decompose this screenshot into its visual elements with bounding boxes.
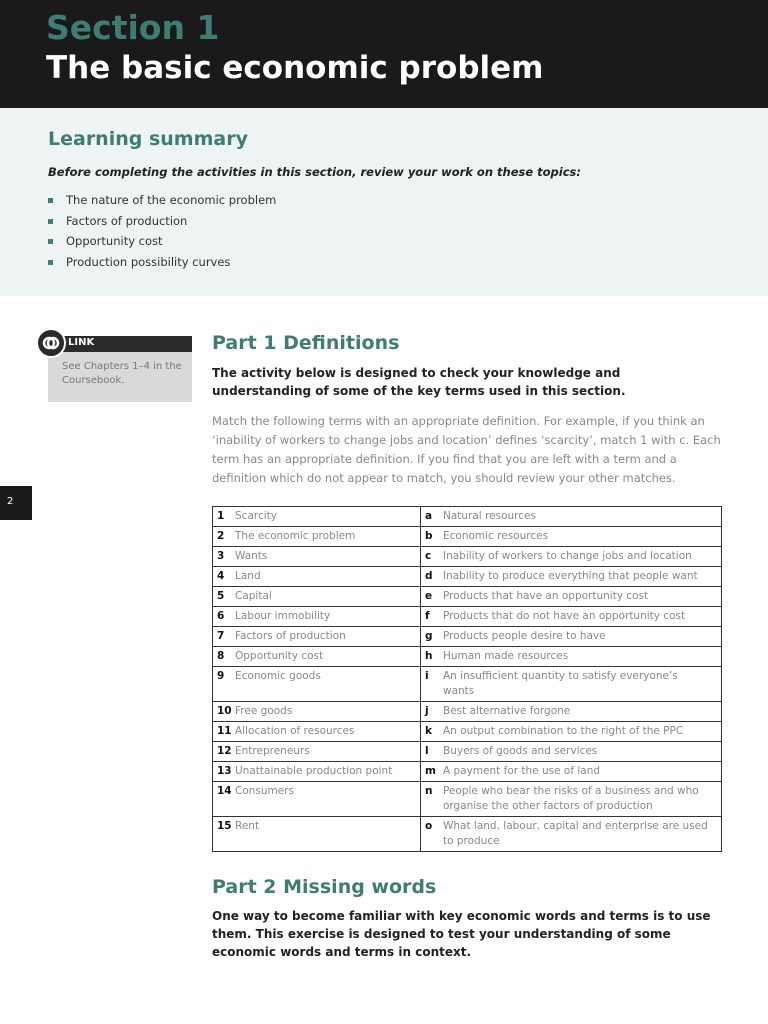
definition-cell [421,762,722,782]
part2-title: Part 2 Missing words [212,876,437,898]
term-number: 12 [217,745,232,757]
definition-text: Buyers of goods and services [443,745,598,757]
definition-cell [421,647,722,667]
term-text: Entrepreneurs [235,745,310,757]
term-number: 13 [217,765,232,777]
definition-text: Products that do not have an opportunity cost [443,610,686,622]
definition-letter: b [425,530,433,542]
definition-cell [421,702,722,722]
definition-letter: c [425,550,432,562]
term-text: Consumers [235,785,295,797]
term-text: Allocation of resources [235,725,355,737]
term-number: 9 [217,670,225,682]
term-cell [213,762,421,782]
term-cell [213,507,421,527]
definition-text: Human made resources [443,650,569,662]
definition-letter: a [425,510,433,522]
definition-text: Natural resources [443,510,536,522]
term-number: 10 [217,705,232,717]
square-bullet-icon [48,219,53,224]
term-cell [213,567,421,587]
term-cell [213,817,421,852]
table-row [213,527,722,547]
part1-intro: The activity below is designed to check your knowledge and understanding of some of the key terms used in this section. [212,366,626,398]
definition-letter: h [425,650,433,662]
definition-text: An output combination to the right of the PPC [443,725,684,737]
section-title: The basic economic problem [46,50,544,86]
table-row [213,547,722,567]
term-number: 3 [217,550,225,562]
table-row [213,782,722,817]
term-cell [213,627,421,647]
term-text: The economic problem [235,530,356,542]
definition-letter: k [425,725,432,737]
term-number: 2 [217,530,225,542]
term-number: 7 [217,630,225,642]
part1-instructions: Match the following terms with an appropriate definition. For example, if you think an ‘inability of workers to change jobs and location’ defines ‘scarcity’, match 1 with c. Each term has an appropriate definition. If you find that you are left with a term and a definition which do not appear to match, you should review your other matches. [212,414,721,485]
topic-item [48,252,276,273]
term-text: Labour immobility [235,610,331,622]
definition-cell [421,587,722,607]
term-text: Wants [235,550,268,562]
topic-text: Opportunity cost [66,234,163,248]
link-label: LINK [68,337,95,348]
learning-summary-panel [0,108,768,296]
table-row [213,567,722,587]
table-row [213,647,722,667]
term-cell [213,527,421,547]
topic-text: Factors of production [66,213,188,228]
definition-letter: o [425,820,433,832]
definition-letter: j [425,705,429,717]
definitions-table [212,506,722,852]
topic-item [48,211,276,232]
table-row [213,722,722,742]
term-cell [213,722,421,742]
term-number: 1 [217,510,225,522]
table-row [213,702,722,722]
learning-summary-intro: Before completing the activities in this section, review your work on these topics: [48,165,581,179]
term-text: Land [235,570,261,582]
link-bar [48,336,192,352]
term-cell [213,742,421,762]
topic-text: The nature of the economic problem [66,193,277,207]
term-text: Scarcity [235,510,277,522]
page-number: 2 [7,496,14,507]
definition-cell [421,567,722,587]
term-number: 15 [217,820,232,832]
term-number: 6 [217,610,225,622]
table-row [213,742,722,762]
term-cell [213,647,421,667]
definition-text: Economic resources [443,530,549,542]
table-row [213,762,722,782]
topic-item [48,190,276,211]
definition-cell [421,782,722,817]
definition-text: An insufficient quantity to satisfy everyone’s wants [443,670,678,697]
topic-list [48,190,276,272]
term-number: 8 [217,650,225,662]
definitions-table-body [213,507,722,852]
table-row [213,627,722,647]
table-row [213,607,722,627]
term-cell [213,702,421,722]
page-number-tab [0,486,32,520]
definition-cell [421,742,722,762]
term-text: Factors of production [235,630,346,642]
definition-letter: d [425,570,433,582]
definition-text: A payment for the use of land [443,765,601,777]
definition-cell [421,507,722,527]
definition-text: Best alternative forgone [443,705,571,717]
definition-cell [421,527,722,547]
definition-letter: i [425,670,429,682]
term-text: Rent [235,820,260,832]
table-row [213,507,722,527]
section-number: Section 1 [46,8,220,47]
definition-cell [421,722,722,742]
term-cell [213,607,421,627]
term-number: 11 [217,725,232,737]
table-row [213,667,722,702]
definition-cell [421,817,722,852]
chain-link-icon [36,328,66,358]
term-text: Opportunity cost [235,650,324,662]
definition-letter: g [425,630,433,642]
term-number: 5 [217,590,225,602]
square-bullet-icon [48,198,53,203]
link-box [48,336,192,402]
term-number: 14 [217,785,232,797]
square-bullet-icon [48,260,53,265]
definition-letter: n [425,785,433,797]
term-cell [213,782,421,817]
part2-intro: One way to become familiar with key economic words and terms is to use them. This exercise is designed to test your understanding of some economic words and terms in context. [212,909,711,959]
definition-text: People who bear the risks of a business and who organise the other factors of production [443,785,699,812]
table-row [213,817,722,852]
definition-cell [421,547,722,567]
definition-cell [421,627,722,647]
term-text: Capital [235,590,272,602]
term-cell [213,667,421,702]
definition-text: Inability of workers to change jobs and location [443,550,692,562]
definition-letter: l [425,745,429,757]
term-text: Economic goods [235,670,321,682]
term-number: 4 [217,570,225,582]
section-header [0,0,768,108]
link-text: See Chapters 1–4 in the Coursebook. [62,361,182,386]
topic-item [48,231,276,252]
table-row [213,587,722,607]
term-cell [213,547,421,567]
learning-summary-title: Learning summary [48,128,248,150]
definition-letter: e [425,590,433,602]
topic-text: Production possibility curves [66,254,231,269]
term-text: Unattainable production point [235,765,393,777]
term-text: Free goods [235,705,293,717]
definition-letter: m [425,765,436,777]
definition-cell [421,607,722,627]
term-cell [213,587,421,607]
definition-cell [421,667,722,702]
definition-text: Products people desire to have [443,630,606,642]
definition-letter: f [425,610,430,622]
part1-title: Part 1 Definitions [212,332,400,354]
square-bullet-icon [48,239,53,244]
definition-text: What land, labour, capital and enterprise are used to produce [443,820,708,847]
definition-text: Inability to produce everything that people want [443,570,698,582]
definition-text: Products that have an opportunity cost [443,590,649,602]
